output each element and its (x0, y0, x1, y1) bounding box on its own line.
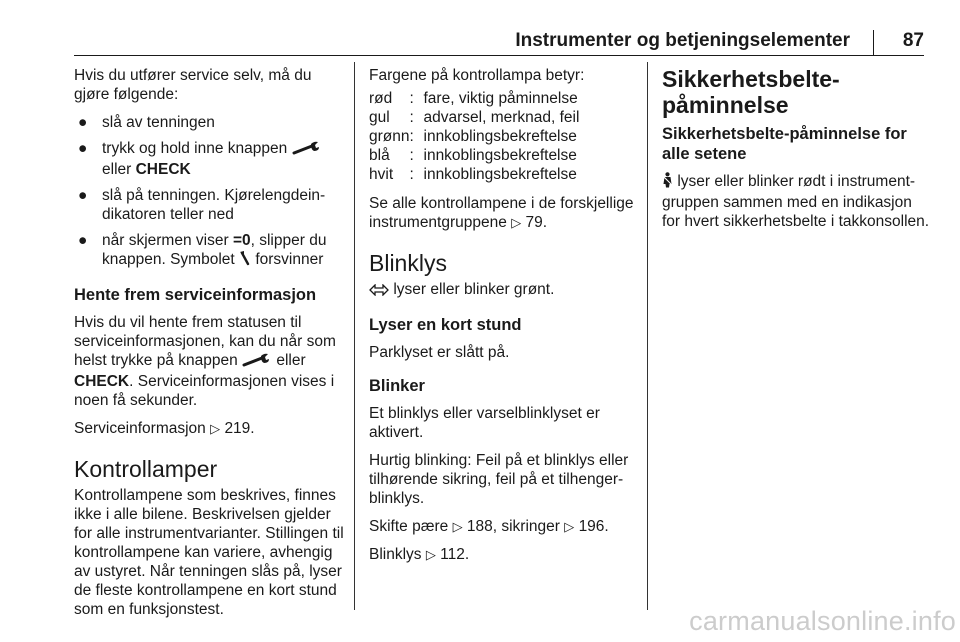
kontroll-paragraph: Kontrollampene som beskrives, finnes ikke i alle bilene. Beskrivelsen gjelder for alle instrumentvarianter. Stillingen til kontrollampene kan variere, avhengig av ustyret. Når tenningen slås på, lyser de fleste kontrollampene en kort stund som en funksjonstest. (74, 487, 344, 618)
page-header (0, 30, 960, 60)
sep-cell: : (409, 166, 414, 183)
heading-sikkerhetsbelte-alle: Sikkerhetsbelte-påminnelse for alle setene (662, 125, 907, 163)
seatbelt-icon (662, 172, 673, 193)
list-item (74, 139, 346, 179)
reference-page: 112. (440, 546, 470, 563)
list-item-text: slå av tenningen (102, 114, 215, 131)
kort-paragraph: Parklyset er slått på. (369, 344, 510, 361)
column-1 (74, 66, 346, 628)
meaning-cell: innkoblingsbekreftelse (423, 166, 577, 183)
color-meaning-table (369, 89, 579, 184)
reference-page: 219. (224, 420, 255, 437)
paragraph-text: lyser eller blinker rødt i instrumentgruppen sammen med en indikasjon for hvert sikkerhetsbelte i takkonsollen. (662, 173, 930, 230)
heading-sikkerhetsbelte: Sikkerhetsbeltepåminnelse (662, 66, 840, 118)
column-divider-2 (647, 62, 648, 610)
blinklys-reference[interactable] (369, 545, 637, 564)
list-item-text: , slipper du knappen. Symbolet (102, 232, 327, 268)
list-item-text: trykk og hold inne knappen (102, 140, 288, 157)
blinklys-paragraph (369, 280, 637, 301)
skifte-reference[interactable] (369, 517, 637, 536)
paragraph-text: Hvis du vil hente frem statusen til serviceinformasjonen, kan du når som helst trykke på knappen (74, 314, 336, 369)
watermark: carmanualsonline.info (689, 606, 956, 636)
color-cell: rød (369, 90, 393, 107)
column-2 (369, 66, 637, 573)
color-cell: gul (369, 109, 390, 126)
color-cell: hvit (369, 166, 394, 183)
reference-arrow-icon: ▷ (210, 421, 221, 436)
table-row (369, 89, 579, 108)
display-value: =0 (232, 232, 251, 249)
list-item-text: forsvinner (255, 251, 324, 268)
color-cell: blå (369, 147, 390, 164)
sep-cell: : (409, 90, 414, 107)
wrench-icon (292, 141, 322, 160)
paragraph-text: . Serviceinformasjonen vises i noen få sekunder. (74, 373, 335, 409)
meaning-cell: fare, viktig påminnelse (423, 90, 578, 107)
heading-blinker: Blinker (369, 377, 425, 395)
sep-cell: : (409, 147, 414, 164)
belte-paragraph (662, 172, 934, 231)
header-divider (873, 30, 874, 56)
turn-signal-icon (369, 282, 389, 301)
header-rule (74, 55, 924, 56)
reference-arrow-icon: ▷ (511, 215, 522, 230)
paragraph-text: lyser eller blinker grønt. (393, 281, 555, 298)
heading-service-info: Hente frem serviceinformasjon (74, 286, 317, 304)
heading-kontrollamper: Kontrollamper (74, 456, 218, 482)
reference-page: 79. (525, 214, 548, 231)
reference-arrow-icon: ▷ (564, 519, 575, 534)
column-3 (662, 66, 934, 240)
color-cell: grønn (369, 128, 410, 145)
blinker-paragraph-2: Hurtig blinking: Feil på et blinklys eller tilhørende sikring, feil på et tilhengerblinklys. (369, 452, 629, 507)
reference-text: Serviceinformasjon (74, 420, 206, 437)
reference-page: 188, sikringer (466, 518, 560, 535)
service-steps-list (74, 113, 346, 271)
reference-text: Skifte pære (369, 518, 449, 535)
check-label: CHECK (74, 373, 130, 390)
paragraph-text: eller (276, 352, 306, 369)
list-item (74, 113, 346, 132)
page-title: Instrumenter og betjeningselementer (515, 30, 850, 51)
reference-arrow-icon: ▷ (452, 519, 463, 534)
reference-page: 196. (578, 518, 609, 535)
service-paragraph (74, 313, 346, 410)
check-label: CHECK (135, 161, 191, 178)
page-number: 87 (902, 30, 924, 51)
bullet: ● (78, 232, 88, 249)
intro-paragraph: Hvis du utfører service selv, må du gjøre følgende: (74, 67, 312, 103)
bullet: ● (78, 114, 88, 131)
service-reference[interactable] (74, 419, 346, 438)
table-row (369, 165, 579, 184)
meaning-cell: advarsel, merknad, feil (423, 109, 580, 126)
sep-cell: : (409, 109, 414, 126)
list-item-text: slå på tenningen. Kjørelengdeindikatoren teller ned (102, 187, 326, 223)
sep-cell: : (409, 128, 414, 145)
list-item-text: når skjermen viser (102, 232, 229, 249)
colors-intro: Fargene på kontrollampa betyr: (369, 67, 585, 84)
reference-text: Se alle kontrollampene i de forskjellige instrumentgruppene (369, 195, 634, 231)
heading-lyser-kort: Lyser en kort stund (369, 316, 522, 334)
list-item-text: eller (102, 161, 132, 178)
wrench-icon (242, 353, 272, 372)
see-all-reference[interactable] (369, 194, 637, 232)
table-row (369, 108, 579, 127)
bullet: ● (78, 187, 88, 204)
reference-arrow-icon: ▷ (425, 547, 436, 562)
heading-blinklys: Blinklys (369, 250, 447, 276)
reference-text: Blinklys (369, 546, 422, 563)
list-item (74, 231, 346, 271)
blinker-paragraph-1: Et blinklys eller varselblinklyset er aktivert. (369, 405, 600, 441)
bullet: ● (78, 140, 88, 157)
table-row (369, 127, 579, 146)
table-row (369, 146, 579, 165)
meaning-cell: innkoblingsbekreftelse (423, 147, 577, 164)
column-divider-1 (354, 62, 355, 610)
wrench-small-icon (239, 251, 251, 271)
meaning-cell: innkoblingsbekreftelse (423, 128, 577, 145)
list-item (74, 186, 346, 224)
